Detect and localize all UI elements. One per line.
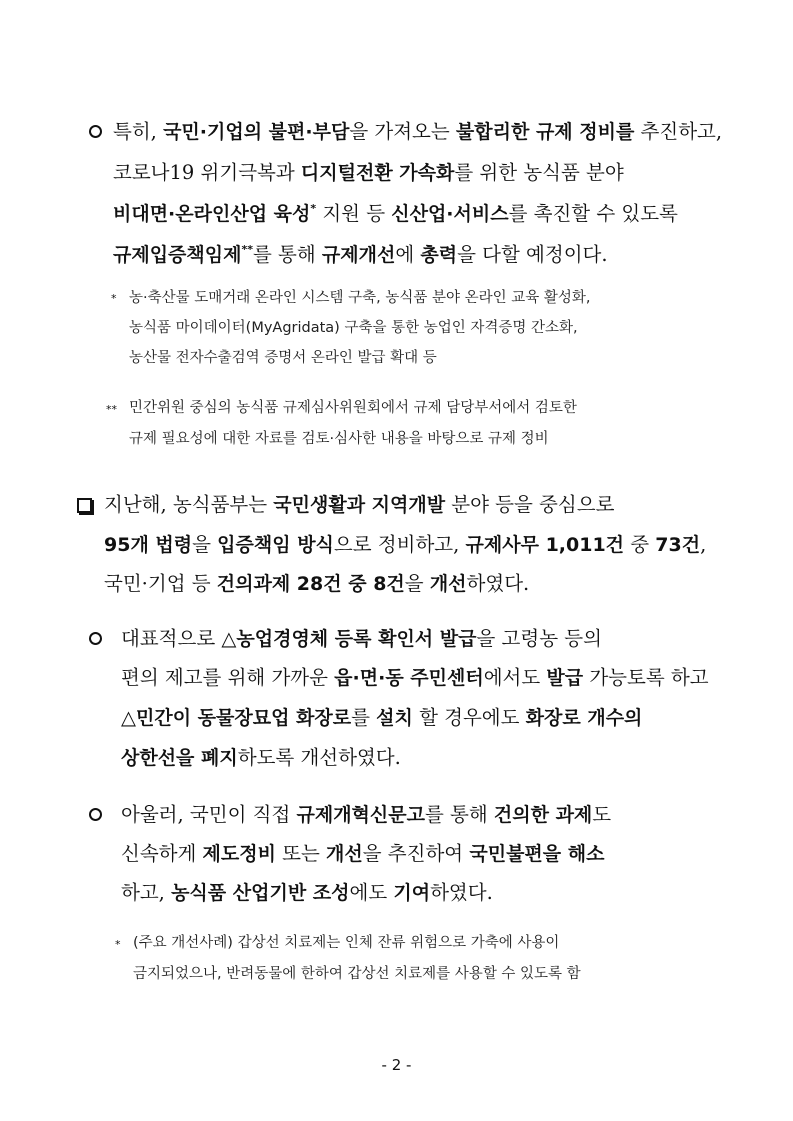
- note3-line1: (주요 개선사례) 갑상선 치료제는 인체 잔류 위험으로 가축에 사용이: [133, 935, 560, 951]
- section2-line3: 국민·기업 등 건의과제 28건 중 8건을 개선하였다.: [104, 572, 530, 595]
- para2-line3: △민간이 동물장묘업 화장로를 설치 할 경우에도 화장로 개수의: [121, 706, 643, 729]
- section2-line1: 지난해, 농식품부는 국민생활과 지역개발 분야 등을 중심으로: [104, 493, 615, 516]
- para2-line2: 편의 제고를 위해 가까운 읍·면·동 주민센터에서도 발급 가능토록 하고: [121, 666, 709, 689]
- note1-line3: 농산물 전자수출검역 증명서 온라인 발급 확대 등: [129, 350, 437, 366]
- footnote-marker: *: [115, 938, 121, 951]
- square-bullet-icon: [77, 498, 92, 513]
- section2-line2: 95개 법령을 입증책임 방식으로 정비하고, 규제사무 1,011건 중 73건,: [104, 533, 707, 556]
- footnote-marker: *: [111, 292, 117, 305]
- page-number: - 2 -: [381, 1056, 412, 1074]
- circle-bullet-icon: [89, 632, 102, 645]
- para1-line2: 코로나19 위기극복과 디지털전환 가속화를 위한 농식품 분야: [113, 161, 624, 184]
- para1-line1: 특히, 국민·기업의 불편·부담을 가져오는 불합리한 규제 정비를 추진하고,: [113, 120, 723, 143]
- para3-line3: 하고, 농식품 산업기반 조성에도 기여하였다.: [121, 881, 493, 904]
- para3-line1: 아울러, 국민이 직접 규제개혁신문고를 통해 건의한 과제도: [121, 803, 612, 826]
- note1-line2: 농식품 마이데이터(MyAgridata) 구축을 통한 농업인 자격증명 간소화,: [129, 320, 578, 336]
- para1-line3: 비대면·온라인산업 육성* 지원 등 신산업·서비스를 촉진할 수 있도록: [113, 202, 678, 225]
- circle-bullet-icon: [89, 808, 102, 821]
- para1-line4: 규제입증책임제**를 통해 규제개선에 총력을 다할 예정이다.: [113, 243, 608, 266]
- para2-line4: 상한선을 폐지하도록 개선하였다.: [121, 746, 401, 769]
- note3-line2: 금지되었으나, 반려동물에 한하여 갑상선 치료제를 사용할 수 있도록 함: [133, 966, 581, 982]
- footnote-marker: **: [106, 403, 117, 416]
- para2-line1: 대표적으로 △농업경영체 등록 확인서 발급을 고령농 등의: [121, 627, 602, 650]
- note1-line1: 농·축산물 도매거래 온라인 시스템 구축, 농식품 분야 온라인 교육 활성화,: [129, 290, 591, 306]
- circle-bullet-icon: [89, 125, 102, 138]
- para3-line2: 신속하게 제도정비 또는 개선을 추진하여 국민불편을 해소: [121, 842, 605, 865]
- note2-line1: 민간위원 중심의 농식품 규제심사위원회에서 규제 담당부서에서 검토한: [129, 400, 577, 416]
- note2-line2: 규제 필요성에 대한 자료를 검토·심사한 내용을 바탕으로 규제 정비: [129, 431, 549, 447]
